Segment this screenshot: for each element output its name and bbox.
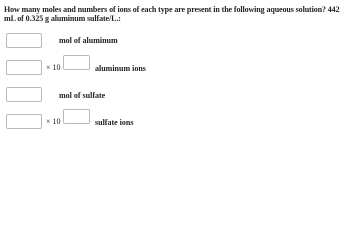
- sulfate-ions-exponent-input[interactable]: [63, 109, 90, 124]
- sulfate-ions-label: sulfate ions: [95, 118, 134, 127]
- aluminum-ions-label: aluminum ions: [95, 64, 146, 73]
- mol-aluminum-label: mol of aluminum: [59, 36, 118, 45]
- mol-aluminum-input[interactable]: [6, 33, 42, 48]
- mol-sulfate-input[interactable]: [6, 87, 42, 102]
- aluminum-ions-times-ten: × 10: [46, 63, 61, 72]
- aluminum-ions-exponent-input[interactable]: [63, 55, 90, 70]
- sulfate-ions-mantissa-input[interactable]: [6, 114, 42, 129]
- mol-sulfate-label: mol of sulfate: [59, 91, 106, 100]
- aluminum-ions-mantissa-input[interactable]: [6, 60, 42, 75]
- question-text: How many moles and numbers of ions of each type are present in the following aqueous solution? 442 mL of 0.325 g aluminum sulfate/L.:: [4, 5, 340, 23]
- sulfate-ions-times-ten: × 10: [46, 117, 61, 126]
